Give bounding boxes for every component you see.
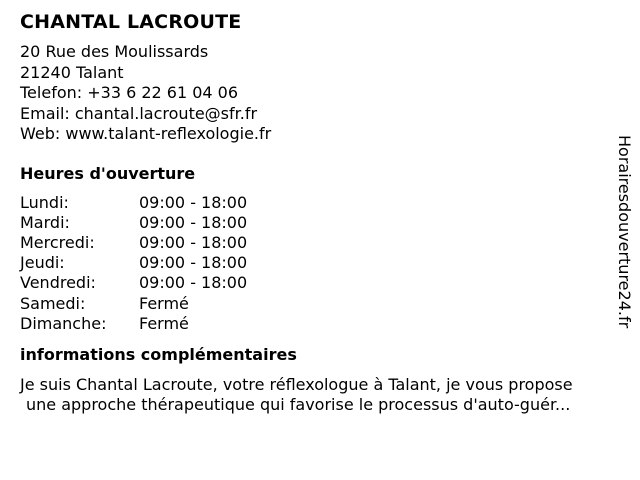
phone-line: Telefon: +33 6 22 61 04 06 bbox=[20, 83, 239, 102]
day-label: Mardi: bbox=[20, 212, 70, 232]
email-line: Email: chantal.lacroute@sfr.fr bbox=[20, 103, 258, 123]
day-label: Dimanche: bbox=[20, 313, 107, 333]
hours-value: Fermé bbox=[139, 293, 189, 313]
hours-row-tuesday bbox=[20, 213, 610, 233]
info-heading: informations complémentaires bbox=[20, 344, 297, 364]
hours-value: 09:00 - 18:00 bbox=[139, 192, 248, 212]
hours-row-thursday bbox=[20, 253, 610, 273]
description-line: Je suis Chantal Lacroute, votre réflexologue à Talant, je vous propose bbox=[20, 374, 573, 394]
hours-value: Fermé bbox=[139, 313, 189, 333]
day-label: Vendredi: bbox=[20, 273, 96, 293]
day-label: Mercredi: bbox=[20, 232, 95, 252]
hours-value: 09:00 - 18:00 bbox=[139, 212, 248, 232]
hours-table bbox=[20, 193, 610, 334]
business-name: CHANTAL LACROUTE bbox=[20, 11, 242, 33]
address-city: 21240 Talant bbox=[20, 62, 124, 82]
day-label: Jeudi: bbox=[20, 253, 65, 273]
hours-value: 09:00 - 18:00 bbox=[139, 232, 248, 252]
website-line: Web: www.talant-reflexologie.fr bbox=[20, 124, 272, 143]
hours-heading: Heures d'ouverture bbox=[20, 163, 196, 183]
description bbox=[20, 375, 620, 416]
day-label: Samedi: bbox=[20, 293, 86, 313]
address-street: 20 Rue des Moulissards bbox=[20, 42, 209, 61]
hours-row-sunday bbox=[20, 314, 610, 334]
business-card bbox=[20, 10, 610, 416]
day-label: Lundi: bbox=[20, 192, 69, 212]
hours-row-monday bbox=[20, 193, 610, 213]
description-line: une approche thérapeutique qui favorise le processus d'auto-guér... bbox=[26, 395, 571, 415]
hours-row-friday bbox=[20, 273, 610, 293]
hours-row-wednesday bbox=[20, 233, 610, 253]
hours-row-saturday bbox=[20, 294, 610, 314]
hours-value: 09:00 - 18:00 bbox=[139, 273, 248, 293]
hours-value: 09:00 - 18:00 bbox=[139, 253, 248, 273]
site-watermark: Horairesdouverture24.fr bbox=[615, 135, 634, 329]
contact-block bbox=[20, 42, 610, 145]
